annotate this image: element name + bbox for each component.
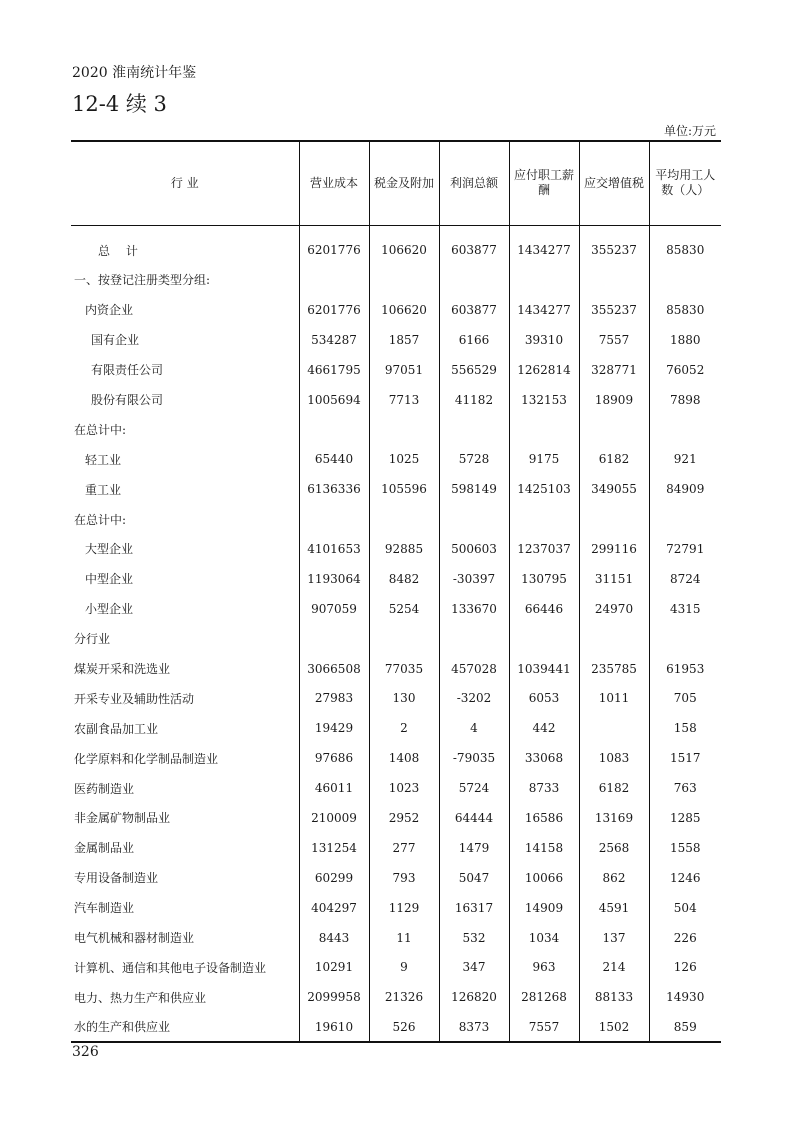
- table-cell: 10066: [509, 863, 579, 893]
- table-cell: 1246: [649, 863, 721, 893]
- table-cell: [579, 265, 649, 295]
- table-row: [71, 594, 721, 624]
- table-cell: 500603: [439, 534, 509, 564]
- table-cell: 92885: [369, 534, 439, 564]
- table-cell: [649, 504, 721, 534]
- table-cell: 4661795: [299, 355, 369, 385]
- table-header: [71, 141, 721, 225]
- table-cell: 210009: [299, 803, 369, 833]
- table-cell: 299116: [579, 534, 649, 564]
- table-cell: 137: [579, 923, 649, 953]
- table-cell: 60299: [299, 863, 369, 893]
- table-cell: 4101653: [299, 534, 369, 564]
- header-row: [71, 141, 721, 225]
- column-header-avg-employees: 平均用工人数（人）: [649, 141, 721, 225]
- row-label: 电力、热力生产和供应业: [74, 990, 207, 1005]
- table-number: 12-4 续 3: [72, 92, 167, 116]
- table-row: [71, 773, 721, 803]
- table-cell: 31151: [579, 564, 649, 594]
- table-cell: 1025: [369, 444, 439, 474]
- table-cell: 7713: [369, 385, 439, 415]
- table-cell: 33068: [509, 743, 579, 773]
- table-row: [71, 982, 721, 1012]
- table-cell: 5254: [369, 594, 439, 624]
- table-cell: 277: [369, 833, 439, 863]
- table-cell: 72791: [649, 534, 721, 564]
- table-row: [71, 743, 721, 773]
- table-cell: 27983: [299, 683, 369, 713]
- table-cell: 1857: [369, 325, 439, 355]
- table-cell: 133670: [439, 594, 509, 624]
- row-label: 大型企业: [85, 542, 134, 557]
- table-cell: [369, 414, 439, 444]
- table-row: [71, 355, 721, 385]
- table-cell: 6053: [509, 683, 579, 713]
- table-cell: 1434277: [509, 295, 579, 325]
- column-header-vat-payable: 应交增值税: [579, 141, 649, 225]
- table-cell: 7898: [649, 385, 721, 415]
- table-row: [71, 893, 721, 923]
- table-cell: 2952: [369, 803, 439, 833]
- table-cell: 13169: [579, 803, 649, 833]
- table-cell: 8482: [369, 564, 439, 594]
- table-cell: 158: [649, 713, 721, 743]
- table-cell: 4315: [649, 594, 721, 624]
- table-cell: 214: [579, 952, 649, 982]
- table-cell: 8443: [299, 923, 369, 953]
- table-row: [71, 265, 721, 295]
- table-row: [71, 683, 721, 713]
- table-cell: 21326: [369, 982, 439, 1012]
- row-label: 中型企业: [85, 572, 134, 587]
- table-cell: 24970: [579, 594, 649, 624]
- table-cell: 355237: [579, 225, 649, 265]
- table-cell: 130: [369, 683, 439, 713]
- table-cell: 705: [649, 683, 721, 713]
- table-body: [71, 225, 721, 1042]
- table-row: [71, 325, 721, 355]
- table-cell: [439, 504, 509, 534]
- table-cell: 77035: [369, 654, 439, 684]
- table-cell: 85830: [649, 225, 721, 265]
- row-label: 小型企业: [85, 602, 134, 617]
- table-cell: 1408: [369, 743, 439, 773]
- row-label: 计算机、通信和其他电子设备制造业: [74, 960, 267, 975]
- table-cell: 39310: [509, 325, 579, 355]
- table-cell: 921: [649, 444, 721, 474]
- table-cell: 106620: [369, 295, 439, 325]
- table-cell: 126: [649, 952, 721, 982]
- table-cell: 66446: [509, 594, 579, 624]
- table-cell: 9: [369, 952, 439, 982]
- table-cell: 6166: [439, 325, 509, 355]
- table-cell: 130795: [509, 564, 579, 594]
- table-cell: 97051: [369, 355, 439, 385]
- table-cell: 1479: [439, 833, 509, 863]
- table-cell: 1193064: [299, 564, 369, 594]
- table-row: [71, 863, 721, 893]
- table-cell: 504: [649, 893, 721, 923]
- table-cell: 1237037: [509, 534, 579, 564]
- table-cell: 6182: [579, 444, 649, 474]
- row-label: 电气机械和器材制造业: [74, 931, 195, 946]
- table-cell: [299, 414, 369, 444]
- table-cell: 132153: [509, 385, 579, 415]
- table-cell: [439, 624, 509, 654]
- table-cell: 2: [369, 713, 439, 743]
- row-label: 专用设备制造业: [74, 871, 159, 886]
- table-row: [71, 295, 721, 325]
- table-cell: [579, 504, 649, 534]
- page-number: 326: [72, 1044, 99, 1060]
- table-cell: 8724: [649, 564, 721, 594]
- table-row: [71, 1012, 721, 1042]
- table-cell: [509, 265, 579, 295]
- table-cell: 355237: [579, 295, 649, 325]
- table-cell: 76052: [649, 355, 721, 385]
- table-cell: 65440: [299, 444, 369, 474]
- table-cell: 14158: [509, 833, 579, 863]
- table-cell: 2099958: [299, 982, 369, 1012]
- table-cell: 105596: [369, 474, 439, 504]
- table-cell: 1285: [649, 803, 721, 833]
- table-row: [71, 624, 721, 654]
- table-cell: 5728: [439, 444, 509, 474]
- table-cell: 11: [369, 923, 439, 953]
- row-label: 水的生产和供应业: [74, 1020, 171, 1035]
- row-label: 总 计: [98, 243, 144, 258]
- row-label: 农副食品加工业: [74, 721, 159, 736]
- table-cell: 5047: [439, 863, 509, 893]
- table-cell: 907059: [299, 594, 369, 624]
- table-cell: 4: [439, 713, 509, 743]
- table-cell: -79035: [439, 743, 509, 773]
- table-cell: 10291: [299, 952, 369, 982]
- table-cell: 46011: [299, 773, 369, 803]
- table-cell: 64444: [439, 803, 509, 833]
- table-cell: [579, 414, 649, 444]
- table-cell: 1034: [509, 923, 579, 953]
- row-label: 轻工业: [85, 452, 122, 467]
- table-cell: [649, 624, 721, 654]
- table-cell: 526: [369, 1012, 439, 1042]
- row-label: 股份有限公司: [91, 393, 164, 407]
- table-cell: [439, 414, 509, 444]
- table-cell: [299, 504, 369, 534]
- row-label: 开采专业及辅助性活动: [74, 691, 195, 706]
- table-cell: 534287: [299, 325, 369, 355]
- table-cell: [509, 504, 579, 534]
- table-cell: 1039441: [509, 654, 579, 684]
- table-cell: 106620: [369, 225, 439, 265]
- table-cell: 61953: [649, 654, 721, 684]
- row-label: 汽车制造业: [74, 901, 135, 916]
- table-cell: 532: [439, 923, 509, 953]
- table-cell: [579, 713, 649, 743]
- table-cell: 4591: [579, 893, 649, 923]
- table-cell: 1558: [649, 833, 721, 863]
- table-cell: [369, 624, 439, 654]
- column-header-operating-cost: 营业成本: [299, 141, 369, 225]
- table-cell: 1129: [369, 893, 439, 923]
- yearbook-title: 2020 淮南统计年鉴: [72, 65, 197, 81]
- table-row: [71, 385, 721, 415]
- table-cell: 85830: [649, 295, 721, 325]
- table-row: [71, 833, 721, 863]
- table-cell: 1434277: [509, 225, 579, 265]
- table-cell: [509, 624, 579, 654]
- unit-label: 单位:万元: [663, 124, 716, 138]
- table-cell: 598149: [439, 474, 509, 504]
- table-cell: 2568: [579, 833, 649, 863]
- row-label: 医药制造业: [74, 781, 135, 796]
- table-row: [71, 504, 721, 534]
- row-label: 金属制品业: [74, 841, 135, 856]
- table-row: [71, 534, 721, 564]
- table-cell: 7557: [509, 1012, 579, 1042]
- table-cell: 457028: [439, 654, 509, 684]
- table-cell: 14930: [649, 982, 721, 1012]
- row-label: 国有企业: [91, 333, 140, 348]
- table-cell: 97686: [299, 743, 369, 773]
- row-label: 有限责任公司: [91, 363, 164, 378]
- column-header-total-profit: 利润总额: [439, 141, 509, 225]
- table-cell: 349055: [579, 474, 649, 504]
- row-label: 化学原料和化学制品制造业: [74, 751, 219, 766]
- table-cell: [369, 265, 439, 295]
- table-cell: 1502: [579, 1012, 649, 1042]
- table-cell: 328771: [579, 355, 649, 385]
- table-cell: [299, 624, 369, 654]
- table-cell: 963: [509, 952, 579, 982]
- table-cell: 88133: [579, 982, 649, 1012]
- table-cell: -3202: [439, 683, 509, 713]
- table-cell: [299, 265, 369, 295]
- table-cell: 281268: [509, 982, 579, 1012]
- table-cell: 1011: [579, 683, 649, 713]
- column-header-payroll-payable: 应付职工薪酬: [509, 141, 579, 225]
- table-cell: 1262814: [509, 355, 579, 385]
- row-label: 分行业: [74, 632, 111, 647]
- table-cell: 7557: [579, 325, 649, 355]
- table-row: [71, 923, 721, 953]
- table-cell: 1005694: [299, 385, 369, 415]
- table-cell: [509, 414, 579, 444]
- row-label: 在总计中:: [74, 422, 127, 437]
- table-cell: 14909: [509, 893, 579, 923]
- table-cell: 556529: [439, 355, 509, 385]
- row-label: 非金属矿物制品业: [74, 811, 171, 826]
- column-header-industry: 行 业: [170, 175, 199, 190]
- table-cell: 19610: [299, 1012, 369, 1042]
- table-row: [71, 414, 721, 444]
- table-row: [71, 444, 721, 474]
- table-cell: 19429: [299, 713, 369, 743]
- table-cell: 9175: [509, 444, 579, 474]
- table-cell: 862: [579, 863, 649, 893]
- table-cell: 442: [509, 713, 579, 743]
- table-cell: [579, 624, 649, 654]
- table-cell: 347: [439, 952, 509, 982]
- table-row: [71, 654, 721, 684]
- column-header-taxes-surcharges: 税金及附加: [369, 141, 439, 225]
- row-label: 在总计中:: [74, 512, 127, 527]
- table-cell: [369, 504, 439, 534]
- table-cell: 603877: [439, 225, 509, 265]
- table-cell: 1517: [649, 743, 721, 773]
- table-row: [71, 803, 721, 833]
- table-cell: 131254: [299, 833, 369, 863]
- row-label: 煤炭开采和洗选业: [74, 662, 171, 677]
- table-cell: 859: [649, 1012, 721, 1042]
- statistics-table: [71, 140, 721, 1043]
- table-cell: 404297: [299, 893, 369, 923]
- table-cell: 603877: [439, 295, 509, 325]
- table-cell: 1083: [579, 743, 649, 773]
- row-label: 内资企业: [85, 303, 134, 318]
- table-cell: 226: [649, 923, 721, 953]
- table-cell: 16317: [439, 893, 509, 923]
- table-cell: 1880: [649, 325, 721, 355]
- table-cell: 1425103: [509, 474, 579, 504]
- table-cell: [649, 414, 721, 444]
- table-row: [71, 564, 721, 594]
- table-cell: 6136336: [299, 474, 369, 504]
- table-cell: 126820: [439, 982, 509, 1012]
- table-cell: 8373: [439, 1012, 509, 1042]
- table-cell: [649, 265, 721, 295]
- table-cell: 793: [369, 863, 439, 893]
- table-row: [71, 713, 721, 743]
- table-cell: 6182: [579, 773, 649, 803]
- table-cell: 235785: [579, 654, 649, 684]
- table-row: [71, 225, 721, 265]
- table-cell: 41182: [439, 385, 509, 415]
- row-label: 一、按登记注册类型分组:: [74, 273, 211, 288]
- table-row: [71, 952, 721, 982]
- table-cell: 18909: [579, 385, 649, 415]
- table-cell: 16586: [509, 803, 579, 833]
- table-cell: 84909: [649, 474, 721, 504]
- row-label: 重工业: [85, 482, 122, 497]
- table-cell: 763: [649, 773, 721, 803]
- table-cell: -30397: [439, 564, 509, 594]
- table-cell: 3066508: [299, 654, 369, 684]
- table-cell: 6201776: [299, 295, 369, 325]
- table-cell: 1023: [369, 773, 439, 803]
- table-cell: 6201776: [299, 225, 369, 265]
- table-row: [71, 474, 721, 504]
- table-cell: 5724: [439, 773, 509, 803]
- table-cell: 8733: [509, 773, 579, 803]
- table-cell: [439, 265, 509, 295]
